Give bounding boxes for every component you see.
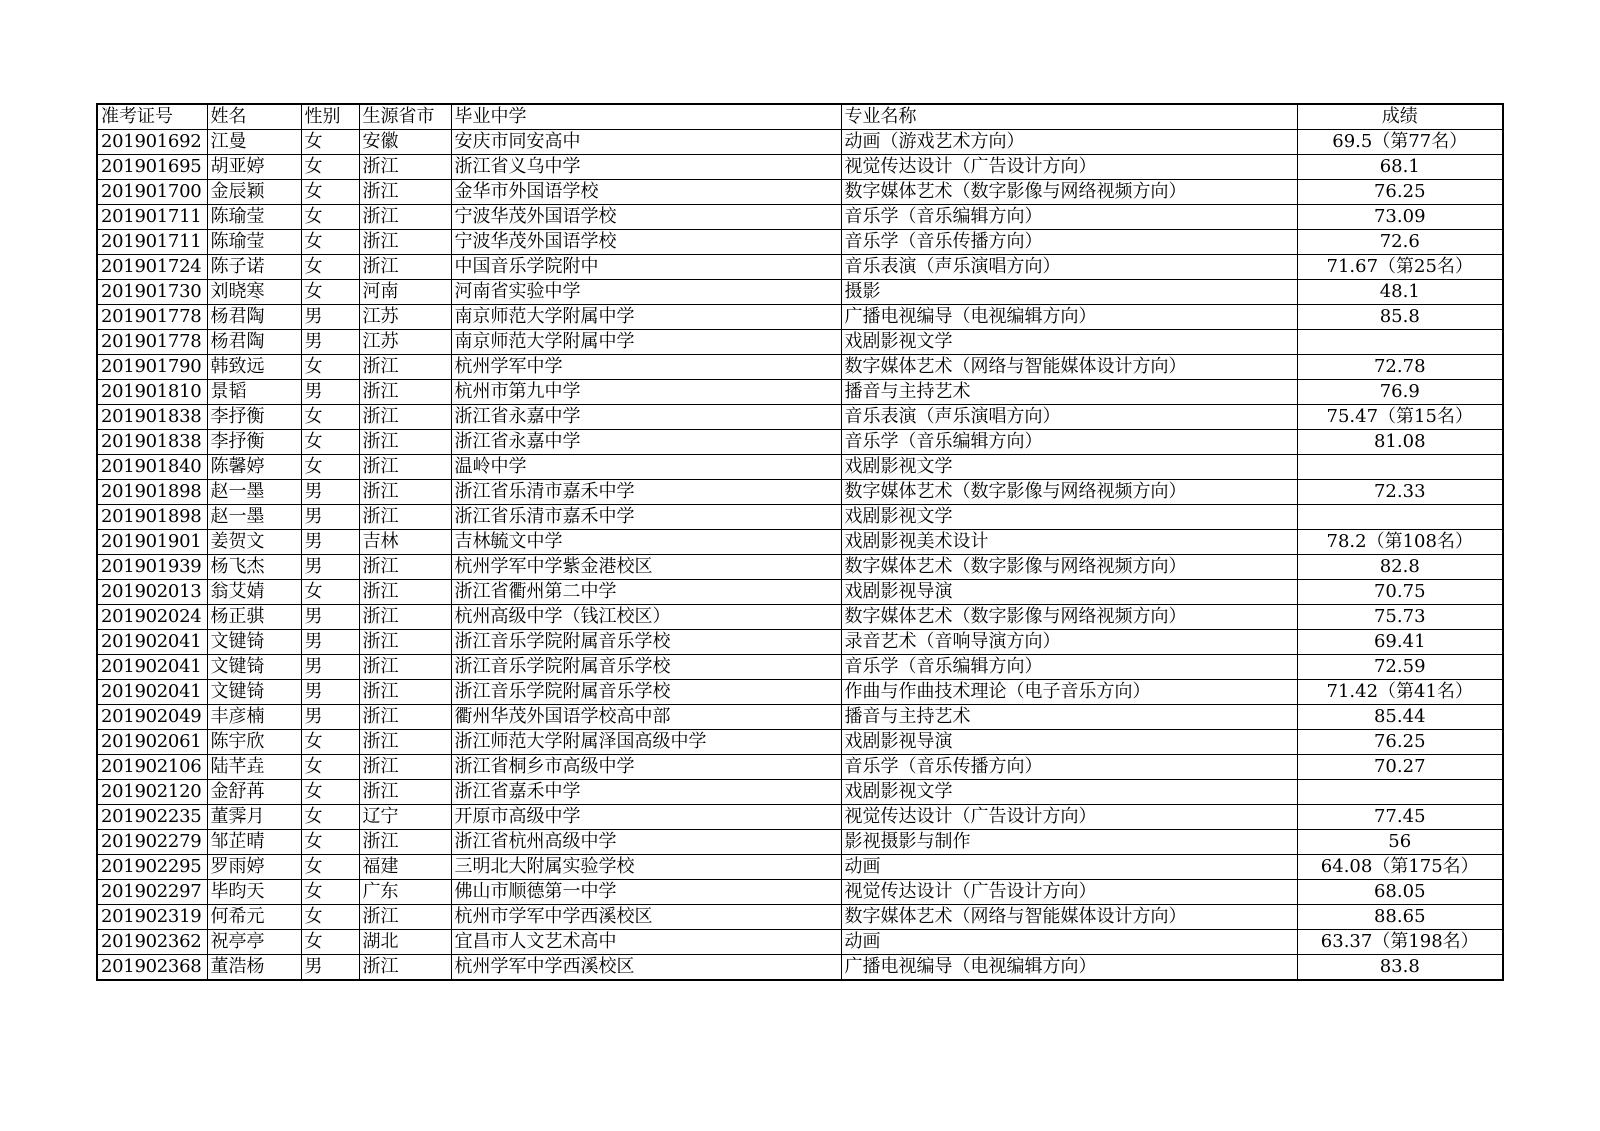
cell-major: 戏剧影视美术设计	[841, 530, 1297, 555]
admission-score-table	[96, 103, 1504, 981]
cell-score: 72.59	[1297, 655, 1503, 680]
cell-high-school: 杭州学军中学	[451, 355, 841, 380]
cell-exam-id: 201902041	[97, 680, 207, 705]
cell-major: 动画（游戏艺术方向）	[841, 130, 1297, 155]
cell-gender: 男	[301, 505, 359, 530]
cell-high-school: 杭州市学军中学西溪校区	[451, 905, 841, 930]
cell-name: 毕昀天	[207, 880, 301, 905]
cell-score: 75.47（第15名）	[1297, 405, 1503, 430]
cell-exam-id: 201901901	[97, 530, 207, 555]
cell-high-school: 南京师范大学附属中学	[451, 305, 841, 330]
cell-gender: 女	[301, 780, 359, 805]
cell-high-school: 宁波华茂外国语学校	[451, 230, 841, 255]
cell-gender: 女	[301, 730, 359, 755]
cell-name: 金舒苒	[207, 780, 301, 805]
cell-province: 浙江	[359, 555, 451, 580]
cell-score: 75.73	[1297, 605, 1503, 630]
cell-province: 浙江	[359, 505, 451, 530]
cell-gender: 男	[301, 480, 359, 505]
table-row	[97, 830, 1503, 855]
cell-major: 广播电视编导（电视编辑方向）	[841, 955, 1297, 981]
cell-province: 浙江	[359, 780, 451, 805]
cell-high-school: 浙江省嘉禾中学	[451, 780, 841, 805]
cell-name: 赵一墨	[207, 505, 301, 530]
cell-high-school: 浙江师范大学附属泽国高级中学	[451, 730, 841, 755]
cell-exam-id: 201901898	[97, 480, 207, 505]
table-row	[97, 880, 1503, 905]
cell-name: 罗雨婷	[207, 855, 301, 880]
cell-gender: 女	[301, 805, 359, 830]
header-name: 姓名	[207, 104, 301, 130]
cell-major: 戏剧影视文学	[841, 330, 1297, 355]
cell-name: 董霁月	[207, 805, 301, 830]
cell-exam-id: 201901695	[97, 155, 207, 180]
cell-score: 48.1	[1297, 280, 1503, 305]
cell-name: 赵一墨	[207, 480, 301, 505]
cell-exam-id: 201902120	[97, 780, 207, 805]
cell-name: 刘晓寒	[207, 280, 301, 305]
cell-score: 72.6	[1297, 230, 1503, 255]
cell-gender: 女	[301, 830, 359, 855]
cell-province: 浙江	[359, 905, 451, 930]
cell-high-school: 浙江省衢州第二中学	[451, 580, 841, 605]
cell-exam-id: 201901692	[97, 130, 207, 155]
cell-gender: 男	[301, 530, 359, 555]
cell-province: 浙江	[359, 180, 451, 205]
cell-exam-id: 201902297	[97, 880, 207, 905]
cell-name: 陈馨婷	[207, 455, 301, 480]
cell-major: 戏剧影视导演	[841, 580, 1297, 605]
cell-major: 音乐学（音乐编辑方向）	[841, 430, 1297, 455]
cell-high-school: 浙江省桐乡市高级中学	[451, 755, 841, 780]
cell-province: 浙江	[359, 155, 451, 180]
cell-major: 数字媒体艺术（网络与智能媒体设计方向）	[841, 355, 1297, 380]
cell-name: 文键锜	[207, 655, 301, 680]
table-row	[97, 205, 1503, 230]
cell-high-school: 杭州高级中学（钱江校区）	[451, 605, 841, 630]
table-row	[97, 555, 1503, 580]
cell-exam-id: 201901790	[97, 355, 207, 380]
cell-high-school: 三明北大附属实验学校	[451, 855, 841, 880]
table-row	[97, 605, 1503, 630]
table-row	[97, 155, 1503, 180]
cell-name: 董浩杨	[207, 955, 301, 981]
cell-name: 陈子诺	[207, 255, 301, 280]
table-row	[97, 930, 1503, 955]
cell-gender: 女	[301, 455, 359, 480]
cell-major: 数字媒体艺术（数字影像与网络视频方向）	[841, 180, 1297, 205]
cell-gender: 男	[301, 655, 359, 680]
cell-score: 88.65	[1297, 905, 1503, 930]
table-row	[97, 630, 1503, 655]
cell-exam-id: 201902041	[97, 655, 207, 680]
cell-major: 戏剧影视文学	[841, 455, 1297, 480]
cell-high-school: 浙江省义乌中学	[451, 155, 841, 180]
cell-high-school: 宜昌市人文艺术高中	[451, 930, 841, 955]
table-row	[97, 780, 1503, 805]
cell-name: 胡亚婷	[207, 155, 301, 180]
cell-exam-id: 201902295	[97, 855, 207, 880]
cell-major: 录音艺术（音响导演方向）	[841, 630, 1297, 655]
table-row	[97, 330, 1503, 355]
cell-high-school: 杭州学军中学西溪校区	[451, 955, 841, 981]
cell-gender: 男	[301, 630, 359, 655]
cell-exam-id: 201901700	[97, 180, 207, 205]
table-row	[97, 480, 1503, 505]
cell-province: 福建	[359, 855, 451, 880]
cell-name: 韩致远	[207, 355, 301, 380]
cell-name: 杨飞杰	[207, 555, 301, 580]
cell-province: 浙江	[359, 355, 451, 380]
cell-exam-id: 201902106	[97, 755, 207, 780]
cell-name: 祝亭亭	[207, 930, 301, 955]
cell-score	[1297, 330, 1503, 355]
cell-major: 视觉传达设计（广告设计方向）	[841, 155, 1297, 180]
cell-province: 江苏	[359, 330, 451, 355]
cell-name: 陈瑜莹	[207, 205, 301, 230]
cell-score: 69.41	[1297, 630, 1503, 655]
cell-gender: 女	[301, 255, 359, 280]
cell-exam-id: 201902368	[97, 955, 207, 981]
cell-major: 广播电视编导（电视编辑方向）	[841, 305, 1297, 330]
cell-score: 76.9	[1297, 380, 1503, 405]
table-row	[97, 805, 1503, 830]
cell-exam-id: 201902061	[97, 730, 207, 755]
cell-name: 翁艾婧	[207, 580, 301, 605]
cell-exam-id: 201901778	[97, 330, 207, 355]
cell-exam-id: 201902362	[97, 930, 207, 955]
table-row	[97, 530, 1503, 555]
cell-exam-id: 201902013	[97, 580, 207, 605]
table-row	[97, 680, 1503, 705]
table-row	[97, 405, 1503, 430]
table-row	[97, 705, 1503, 730]
cell-gender: 男	[301, 380, 359, 405]
cell-province: 浙江	[359, 580, 451, 605]
cell-name: 江曼	[207, 130, 301, 155]
cell-gender: 女	[301, 930, 359, 955]
cell-gender: 女	[301, 855, 359, 880]
cell-gender: 男	[301, 955, 359, 981]
cell-province: 河南	[359, 280, 451, 305]
cell-high-school: 温岭中学	[451, 455, 841, 480]
header-high-school: 毕业中学	[451, 104, 841, 130]
cell-score: 83.8	[1297, 955, 1503, 981]
cell-gender: 女	[301, 880, 359, 905]
table-row	[97, 380, 1503, 405]
table-row	[97, 305, 1503, 330]
cell-high-school: 浙江省杭州高级中学	[451, 830, 841, 855]
cell-name: 邹芷晴	[207, 830, 301, 855]
cell-gender: 女	[301, 905, 359, 930]
cell-score: 85.44	[1297, 705, 1503, 730]
cell-province: 浙江	[359, 480, 451, 505]
cell-high-school: 杭州市第九中学	[451, 380, 841, 405]
table-row	[97, 430, 1503, 455]
cell-score: 72.78	[1297, 355, 1503, 380]
cell-score: 70.75	[1297, 580, 1503, 605]
cell-province: 江苏	[359, 305, 451, 330]
cell-gender: 女	[301, 180, 359, 205]
cell-province: 安徽	[359, 130, 451, 155]
cell-high-school: 杭州学军中学紫金港校区	[451, 555, 841, 580]
cell-name: 杨君陶	[207, 305, 301, 330]
table-row	[97, 180, 1503, 205]
table-row	[97, 730, 1503, 755]
cell-exam-id: 201901711	[97, 230, 207, 255]
cell-score: 69.5（第77名）	[1297, 130, 1503, 155]
cell-province: 浙江	[359, 705, 451, 730]
cell-high-school: 河南省实验中学	[451, 280, 841, 305]
cell-exam-id: 201902049	[97, 705, 207, 730]
table-row	[97, 755, 1503, 780]
cell-name: 何希元	[207, 905, 301, 930]
cell-score	[1297, 505, 1503, 530]
table-row	[97, 655, 1503, 680]
cell-major: 作曲与作曲技术理论（电子音乐方向）	[841, 680, 1297, 705]
cell-gender: 男	[301, 555, 359, 580]
cell-exam-id: 201901838	[97, 405, 207, 430]
cell-major: 摄影	[841, 280, 1297, 305]
cell-score: 56	[1297, 830, 1503, 855]
table-row	[97, 355, 1503, 380]
cell-province: 浙江	[359, 655, 451, 680]
cell-exam-id: 201902235	[97, 805, 207, 830]
cell-major: 数字媒体艺术（数字影像与网络视频方向）	[841, 480, 1297, 505]
cell-province: 浙江	[359, 955, 451, 981]
cell-high-school: 浙江音乐学院附属音乐学校	[451, 680, 841, 705]
cell-major: 戏剧影视文学	[841, 780, 1297, 805]
header-gender: 性别	[301, 104, 359, 130]
cell-high-school: 浙江省永嘉中学	[451, 430, 841, 455]
cell-province: 浙江	[359, 730, 451, 755]
cell-score: 70.27	[1297, 755, 1503, 780]
cell-name: 金辰颖	[207, 180, 301, 205]
cell-exam-id: 201901730	[97, 280, 207, 305]
cell-major: 音乐学（音乐编辑方向）	[841, 205, 1297, 230]
cell-province: 浙江	[359, 830, 451, 855]
cell-score: 64.08（第175名）	[1297, 855, 1503, 880]
cell-name: 李抒衡	[207, 405, 301, 430]
cell-exam-id: 201901838	[97, 430, 207, 455]
cell-exam-id: 201901939	[97, 555, 207, 580]
table-row	[97, 280, 1503, 305]
cell-exam-id: 201901840	[97, 455, 207, 480]
cell-gender: 女	[301, 280, 359, 305]
cell-exam-id: 201902279	[97, 830, 207, 855]
cell-exam-id: 201902041	[97, 630, 207, 655]
cell-gender: 男	[301, 705, 359, 730]
cell-score: 82.8	[1297, 555, 1503, 580]
cell-gender: 女	[301, 205, 359, 230]
cell-score: 71.67（第25名）	[1297, 255, 1503, 280]
cell-score: 73.09	[1297, 205, 1503, 230]
cell-score: 71.42（第41名）	[1297, 680, 1503, 705]
cell-major: 影视摄影与制作	[841, 830, 1297, 855]
table-body	[97, 130, 1503, 981]
cell-major: 播音与主持艺术	[841, 380, 1297, 405]
cell-exam-id: 201901778	[97, 305, 207, 330]
cell-gender: 女	[301, 230, 359, 255]
table-row	[97, 230, 1503, 255]
cell-name: 杨君陶	[207, 330, 301, 355]
cell-province: 浙江	[359, 230, 451, 255]
cell-major: 视觉传达设计（广告设计方向）	[841, 805, 1297, 830]
cell-score: 63.37（第198名）	[1297, 930, 1503, 955]
cell-high-school: 吉林毓文中学	[451, 530, 841, 555]
cell-gender: 女	[301, 580, 359, 605]
cell-score: 68.1	[1297, 155, 1503, 180]
cell-province: 浙江	[359, 205, 451, 230]
cell-exam-id: 201902319	[97, 905, 207, 930]
cell-major: 戏剧影视文学	[841, 505, 1297, 530]
cell-exam-id: 201901810	[97, 380, 207, 405]
cell-major: 动画	[841, 930, 1297, 955]
cell-high-school: 宁波华茂外国语学校	[451, 205, 841, 230]
cell-high-school: 浙江音乐学院附属音乐学校	[451, 630, 841, 655]
cell-gender: 女	[301, 755, 359, 780]
cell-high-school: 金华市外国语学校	[451, 180, 841, 205]
cell-gender: 男	[301, 330, 359, 355]
cell-high-school: 中国音乐学院附中	[451, 255, 841, 280]
cell-high-school: 佛山市顺德第一中学	[451, 880, 841, 905]
table-row	[97, 255, 1503, 280]
cell-major: 视觉传达设计（广告设计方向）	[841, 880, 1297, 905]
cell-major: 音乐表演（声乐演唱方向）	[841, 255, 1297, 280]
cell-major: 动画	[841, 855, 1297, 880]
cell-score: 68.05	[1297, 880, 1503, 905]
table-row	[97, 955, 1503, 981]
cell-major: 音乐表演（声乐演唱方向）	[841, 405, 1297, 430]
cell-high-school: 浙江省乐清市嘉禾中学	[451, 505, 841, 530]
cell-province: 浙江	[359, 380, 451, 405]
cell-province: 浙江	[359, 455, 451, 480]
cell-major: 音乐学（音乐编辑方向）	[841, 655, 1297, 680]
cell-province: 吉林	[359, 530, 451, 555]
cell-province: 浙江	[359, 255, 451, 280]
cell-name: 陈瑜莹	[207, 230, 301, 255]
header-major: 专业名称	[841, 104, 1297, 130]
cell-province: 浙江	[359, 680, 451, 705]
cell-gender: 男	[301, 680, 359, 705]
cell-province: 浙江	[359, 430, 451, 455]
header-exam-id: 准考证号	[97, 104, 207, 130]
cell-major: 音乐学（音乐传播方向）	[841, 755, 1297, 780]
cell-exam-id: 201901711	[97, 205, 207, 230]
cell-name: 景韬	[207, 380, 301, 405]
cell-major: 戏剧影视导演	[841, 730, 1297, 755]
cell-gender: 女	[301, 405, 359, 430]
cell-province: 浙江	[359, 755, 451, 780]
cell-province: 浙江	[359, 405, 451, 430]
table-row	[97, 855, 1503, 880]
cell-score: 81.08	[1297, 430, 1503, 455]
cell-major: 播音与主持艺术	[841, 705, 1297, 730]
cell-exam-id: 201901898	[97, 505, 207, 530]
cell-name: 丰彦楠	[207, 705, 301, 730]
cell-score: 78.2（第108名）	[1297, 530, 1503, 555]
cell-high-school: 浙江省乐清市嘉禾中学	[451, 480, 841, 505]
cell-province: 浙江	[359, 630, 451, 655]
table-row	[97, 505, 1503, 530]
cell-gender: 女	[301, 155, 359, 180]
cell-name: 杨正骐	[207, 605, 301, 630]
table-row	[97, 580, 1503, 605]
header-score: 成绩	[1297, 104, 1503, 130]
cell-name: 文键锜	[207, 630, 301, 655]
cell-score: 76.25	[1297, 180, 1503, 205]
cell-score: 76.25	[1297, 730, 1503, 755]
header-province: 生源省市	[359, 104, 451, 130]
cell-province: 湖北	[359, 930, 451, 955]
cell-gender: 男	[301, 605, 359, 630]
cell-gender: 男	[301, 305, 359, 330]
cell-major: 数字媒体艺术（数字影像与网络视频方向）	[841, 605, 1297, 630]
cell-province: 辽宁	[359, 805, 451, 830]
cell-gender: 女	[301, 130, 359, 155]
table-row	[97, 905, 1503, 930]
cell-province: 浙江	[359, 605, 451, 630]
cell-score: 85.8	[1297, 305, 1503, 330]
table-row	[97, 130, 1503, 155]
cell-high-school: 开原市高级中学	[451, 805, 841, 830]
cell-high-school: 衢州华茂外国语学校高中部	[451, 705, 841, 730]
cell-major: 数字媒体艺术（数字影像与网络视频方向）	[841, 555, 1297, 580]
cell-name: 李抒衡	[207, 430, 301, 455]
cell-province: 广东	[359, 880, 451, 905]
cell-name: 陆芊垚	[207, 755, 301, 780]
cell-name: 文键锜	[207, 680, 301, 705]
header-row	[97, 104, 1503, 130]
table-row	[97, 455, 1503, 480]
cell-score	[1297, 780, 1503, 805]
cell-score: 77.45	[1297, 805, 1503, 830]
cell-major: 音乐学（音乐传播方向）	[841, 230, 1297, 255]
cell-name: 陈宇欣	[207, 730, 301, 755]
cell-score	[1297, 455, 1503, 480]
cell-exam-id: 201902024	[97, 605, 207, 630]
cell-name: 姜贺文	[207, 530, 301, 555]
cell-score: 72.33	[1297, 480, 1503, 505]
cell-major: 数字媒体艺术（网络与智能媒体设计方向）	[841, 905, 1297, 930]
cell-gender: 女	[301, 430, 359, 455]
cell-high-school: 浙江省永嘉中学	[451, 405, 841, 430]
cell-high-school: 南京师范大学附属中学	[451, 330, 841, 355]
cell-high-school: 浙江音乐学院附属音乐学校	[451, 655, 841, 680]
cell-high-school: 安庆市同安高中	[451, 130, 841, 155]
cell-gender: 女	[301, 355, 359, 380]
cell-exam-id: 201901724	[97, 255, 207, 280]
